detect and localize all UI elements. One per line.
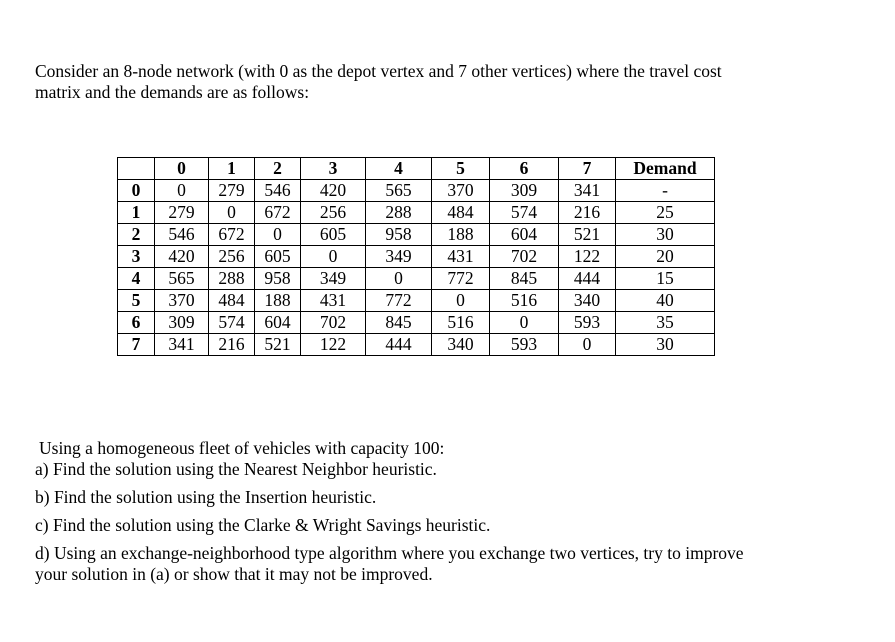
cost-cell: 516 (432, 312, 490, 334)
cost-cell: 309 (490, 180, 559, 202)
cost-cell: 256 (301, 202, 366, 224)
cost-cell: 772 (366, 290, 432, 312)
row-label: 7 (118, 334, 155, 356)
cost-cell: 702 (301, 312, 366, 334)
cost-cell: 188 (432, 224, 490, 246)
cost-cell: 672 (255, 202, 301, 224)
question-d (35, 543, 865, 585)
cost-cell: 349 (366, 246, 432, 268)
cost-cell: 672 (209, 224, 255, 246)
demand-cell: 25 (616, 202, 715, 224)
table-row (118, 312, 715, 334)
cost-cell: 341 (155, 334, 209, 356)
question-c: c) Find the solution using the Clarke & Wright Savings heuristic. (35, 515, 491, 535)
cost-cell: 340 (559, 290, 616, 312)
cost-cell: 845 (490, 268, 559, 290)
header-cell: 6 (490, 158, 559, 180)
cost-cell: 0 (255, 224, 301, 246)
cost-cell: 279 (155, 202, 209, 224)
cost-cell: 604 (490, 224, 559, 246)
header-cell: 0 (155, 158, 209, 180)
demand-cell: - (616, 180, 715, 202)
cost-cell: 420 (301, 180, 366, 202)
demand-cell: 30 (616, 224, 715, 246)
demand-cell: 30 (616, 334, 715, 356)
row-label: 4 (118, 268, 155, 290)
question-d-line-2: your solution in (a) or show that it may not be improved. (35, 564, 433, 584)
header-cell: 4 (366, 158, 432, 180)
table-row (118, 224, 715, 246)
cost-cell: 574 (209, 312, 255, 334)
cost-cell: 565 (366, 180, 432, 202)
cost-cell: 0 (209, 202, 255, 224)
question-d-line-1: d) Using an exchange-neighborhood type algorithm where you exchange two vertices, try to improve (35, 543, 744, 563)
cost-cell: 845 (366, 312, 432, 334)
cost-cell: 0 (366, 268, 432, 290)
cost-cell: 484 (432, 202, 490, 224)
cost-cell: 958 (255, 268, 301, 290)
cost-cell: 605 (301, 224, 366, 246)
intro-line-1: Consider an 8-node network (with 0 as the depot vertex and 7 other vertices) where the travel cost (35, 61, 722, 81)
question-b: b) Find the solution using the Insertion heuristic. (35, 487, 377, 507)
cost-cell: 279 (209, 180, 255, 202)
header-cell-demand: Demand (616, 158, 715, 180)
cost-demand-table (117, 157, 715, 356)
cost-cell: 349 (301, 268, 366, 290)
cost-cell: 256 (209, 246, 255, 268)
cost-cell: 340 (432, 334, 490, 356)
cost-cell: 420 (155, 246, 209, 268)
cost-cell: 958 (366, 224, 432, 246)
table-header-row (118, 158, 715, 180)
questions-lead: Using a homogeneous fleet of vehicles with capacity 100: (39, 438, 445, 458)
cost-cell: 702 (490, 246, 559, 268)
demand-cell: 35 (616, 312, 715, 334)
table-row (118, 180, 715, 202)
row-label: 5 (118, 290, 155, 312)
cost-cell: 370 (155, 290, 209, 312)
cost-cell: 574 (490, 202, 559, 224)
cost-cell: 288 (209, 268, 255, 290)
row-label: 3 (118, 246, 155, 268)
cost-cell: 431 (432, 246, 490, 268)
table-row (118, 246, 715, 268)
cost-cell: 593 (559, 312, 616, 334)
cost-cell: 772 (432, 268, 490, 290)
cost-cell: 188 (255, 290, 301, 312)
cost-cell: 122 (559, 246, 616, 268)
table-row (118, 334, 715, 356)
cost-cell: 309 (155, 312, 209, 334)
intro-line-2: matrix and the demands are as follows: (35, 82, 310, 102)
cost-cell: 546 (255, 180, 301, 202)
table-row (118, 290, 715, 312)
header-corner-cell (118, 158, 155, 180)
cost-cell: 444 (559, 268, 616, 290)
cost-cell: 604 (255, 312, 301, 334)
row-label: 1 (118, 202, 155, 224)
question-a: a) Find the solution using the Nearest Neighbor heuristic. (35, 459, 437, 479)
cost-cell: 521 (559, 224, 616, 246)
cost-cell: 122 (301, 334, 366, 356)
intro-paragraph (35, 61, 835, 103)
cost-cell: 444 (366, 334, 432, 356)
cost-cell: 370 (432, 180, 490, 202)
cost-cell: 288 (366, 202, 432, 224)
cost-cell: 516 (490, 290, 559, 312)
row-label: 6 (118, 312, 155, 334)
cost-cell: 216 (209, 334, 255, 356)
cost-cell: 546 (155, 224, 209, 246)
cost-cell: 565 (155, 268, 209, 290)
cost-cell: 0 (490, 312, 559, 334)
cost-cell: 0 (155, 180, 209, 202)
header-cell: 1 (209, 158, 255, 180)
demand-cell: 20 (616, 246, 715, 268)
cost-cell: 0 (301, 246, 366, 268)
cost-cell: 431 (301, 290, 366, 312)
demand-cell: 40 (616, 290, 715, 312)
cost-cell: 593 (490, 334, 559, 356)
cost-cell: 0 (432, 290, 490, 312)
cost-cell: 521 (255, 334, 301, 356)
questions-section (35, 438, 865, 585)
table-row (118, 202, 715, 224)
cost-cell: 605 (255, 246, 301, 268)
header-cell: 2 (255, 158, 301, 180)
table-row (118, 268, 715, 290)
demand-cell: 15 (616, 268, 715, 290)
header-cell: 5 (432, 158, 490, 180)
row-label: 2 (118, 224, 155, 246)
cost-cell: 484 (209, 290, 255, 312)
header-cell: 3 (301, 158, 366, 180)
cost-cell: 0 (559, 334, 616, 356)
row-label: 0 (118, 180, 155, 202)
header-cell: 7 (559, 158, 616, 180)
cost-cell: 216 (559, 202, 616, 224)
cost-cell: 341 (559, 180, 616, 202)
